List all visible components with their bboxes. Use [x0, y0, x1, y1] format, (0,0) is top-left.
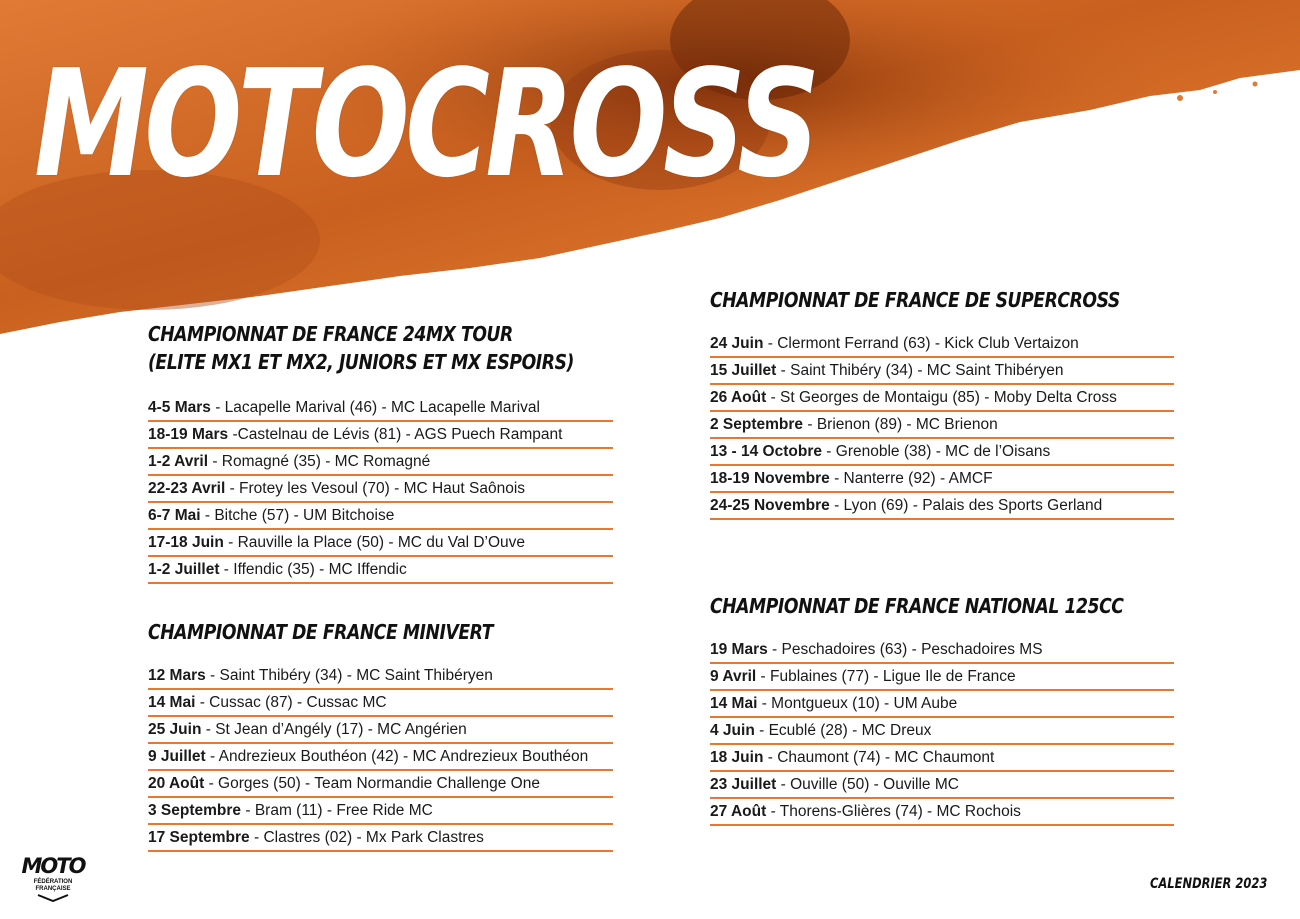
- event-detail: - Rauville la Place (50) - MC du Val D’Ouve: [223, 534, 526, 551]
- event-date: 14 Mai: [710, 695, 758, 712]
- event-list: [148, 396, 613, 584]
- event-row: [148, 504, 613, 530]
- event-date: 9 Juillet: [148, 748, 206, 765]
- event-list: [710, 638, 1174, 826]
- event-row: [148, 477, 613, 503]
- event-detail: - Fublaines (77) - Ligue Ile de France: [756, 668, 1016, 685]
- event-detail: - Bitche (57) - UM Bitchoise: [200, 507, 395, 524]
- event-date: 25 Juin: [148, 721, 202, 738]
- event-row: [148, 531, 613, 557]
- section-supercross: [710, 286, 1174, 521]
- event-date: 18-19 Novembre: [710, 470, 830, 487]
- event-row: [148, 718, 613, 744]
- event-detail: - Cussac (87) - Cussac MC: [195, 694, 387, 711]
- event-date: 9 Avril: [710, 668, 757, 685]
- event-row: [710, 719, 1174, 745]
- event-row: [710, 800, 1174, 826]
- event-row: [710, 332, 1174, 358]
- event-date: 20 Août: [148, 775, 205, 792]
- event-date: 4 Juin: [710, 722, 755, 739]
- event-date: 3 Septembre: [148, 802, 242, 819]
- event-date: 17-18 Juin: [148, 534, 224, 551]
- section-minivert: [148, 618, 613, 853]
- event-row: [148, 423, 613, 449]
- event-date: 24-25 Novembre: [710, 497, 830, 514]
- event-row: [710, 746, 1174, 772]
- event-date: 13 - 14 Octobre: [710, 443, 822, 460]
- event-detail: - Nanterre (92) - AMCF: [829, 470, 993, 487]
- section-title: CHAMPIONNAT DE FRANCE NATIONAL 125CC: [710, 594, 1124, 618]
- event-detail: -Castelnau de Lévis (81) - AGS Puech Rampant: [228, 426, 563, 443]
- event-detail: - Lyon (69) - Palais des Sports Gerland: [829, 497, 1103, 514]
- event-row: [710, 386, 1174, 412]
- event-row: [710, 440, 1174, 466]
- event-detail: - Frotey les Vesoul (70) - MC Haut Saônois: [225, 480, 526, 497]
- event-date: 14 Mai: [148, 694, 196, 711]
- event-detail: - Bram (11) - Free Ride MC: [241, 802, 433, 819]
- event-row: [710, 665, 1174, 691]
- event-detail: - Ouville (50) - Ouville MC: [776, 776, 959, 793]
- section-title-line1: CHAMPIONNAT DE FRANCE 24MX TOUR: [148, 322, 513, 346]
- event-date: 19 Mars: [710, 641, 768, 658]
- event-date: 18-19 Mars: [148, 426, 229, 443]
- event-detail: - Grenoble (38) - MC de l’Oisans: [822, 443, 1051, 460]
- event-row: [710, 773, 1174, 799]
- section-national-125cc: [710, 592, 1174, 827]
- event-detail: - Chaumont (74) - MC Chaumont: [763, 749, 995, 766]
- event-date: 4-5 Mars: [148, 399, 211, 416]
- event-detail: - Saint Thibéry (34) - MC Saint Thibéryen: [776, 362, 1064, 379]
- event-date: 24 Juin: [710, 335, 764, 352]
- event-row: [148, 799, 613, 825]
- event-row: [148, 772, 613, 798]
- event-row: [148, 396, 613, 422]
- logo-word: MOTO: [21, 854, 85, 878]
- page-title: MOTOCROSS: [34, 38, 816, 210]
- event-row: [148, 745, 613, 771]
- event-detail: - Iffendic (35) - MC Iffendic: [219, 561, 407, 578]
- event-detail: - Lacapelle Marival (46) - MC Lacapelle Marival: [210, 399, 540, 416]
- ffm-logo: [20, 854, 86, 900]
- event-detail: - Saint Thibéry (34) - MC Saint Thibéryen: [205, 667, 493, 684]
- event-date: 2 Septembre: [710, 416, 804, 433]
- event-detail: - Brienon (89) - MC Brienon: [803, 416, 998, 433]
- event-row: [148, 558, 613, 584]
- event-list: [148, 664, 613, 852]
- event-detail: - St Georges de Montaigu (85) - Moby Delta Cross: [766, 389, 1117, 406]
- event-date: 22-23 Avril: [148, 480, 226, 497]
- section-title: CHAMPIONNAT DE FRANCE DE SUPERCROSS: [710, 288, 1120, 312]
- event-detail: - Clermont Ferrand (63) - Kick Club Vertaizon: [763, 335, 1079, 352]
- event-detail: - Ecublé (28) - MC Dreux: [754, 722, 932, 739]
- event-detail: - Romagné (35) - MC Romagné: [208, 453, 431, 470]
- event-detail: - Thorens-Glières (74) - MC Rochois: [766, 803, 1021, 820]
- section-title: CHAMPIONNAT DE FRANCE MINIVERT: [148, 620, 494, 644]
- event-detail: - Andrezieux Bouthéon (42) - MC Andrezieux Bouthéon: [205, 748, 589, 765]
- event-detail: - Montgueux (10) - UM Aube: [757, 695, 958, 712]
- event-row: [710, 638, 1174, 664]
- event-list: [710, 332, 1174, 520]
- event-row: [148, 826, 613, 852]
- event-date: 23 Juillet: [710, 776, 777, 793]
- event-date: 6-7 Mai: [148, 507, 201, 524]
- event-date: 1-2 Avril: [148, 453, 209, 470]
- logo-chevron-icon: [20, 894, 86, 902]
- event-row: [710, 359, 1174, 385]
- event-row: [710, 413, 1174, 439]
- event-row: [148, 664, 613, 690]
- event-detail: - St Jean d’Angély (17) - MC Angérien: [201, 721, 467, 738]
- logo-line1: FÉDÉRATION: [33, 879, 73, 885]
- event-row: [148, 691, 613, 717]
- logo-line2: FRANÇAISE: [35, 886, 71, 892]
- event-date: 1-2 Juillet: [148, 561, 220, 578]
- event-date: 15 Juillet: [710, 362, 777, 379]
- event-row: [148, 450, 613, 476]
- event-detail: - Clastres (02) - Mx Park Clastres: [249, 829, 484, 846]
- event-date: 26 Août: [710, 389, 767, 406]
- event-row: [710, 494, 1174, 520]
- section-24mx-tour: [148, 320, 613, 585]
- footer-label: CALENDRIER 2023: [1150, 876, 1268, 892]
- event-row: [710, 692, 1174, 718]
- event-detail: - Peschadoires (63) - Peschadoires MS: [767, 641, 1043, 658]
- event-date: 12 Mars: [148, 667, 206, 684]
- section-title-line2: (ELITE MX1 ET MX2, JUNIORS ET MX ESPOIRS): [148, 350, 574, 374]
- event-date: 27 Août: [710, 803, 767, 820]
- event-row: [710, 467, 1174, 493]
- event-date: 18 Juin: [710, 749, 764, 766]
- event-detail: - Gorges (50) - Team Normandie Challenge One: [204, 775, 540, 792]
- event-date: 17 Septembre: [148, 829, 250, 846]
